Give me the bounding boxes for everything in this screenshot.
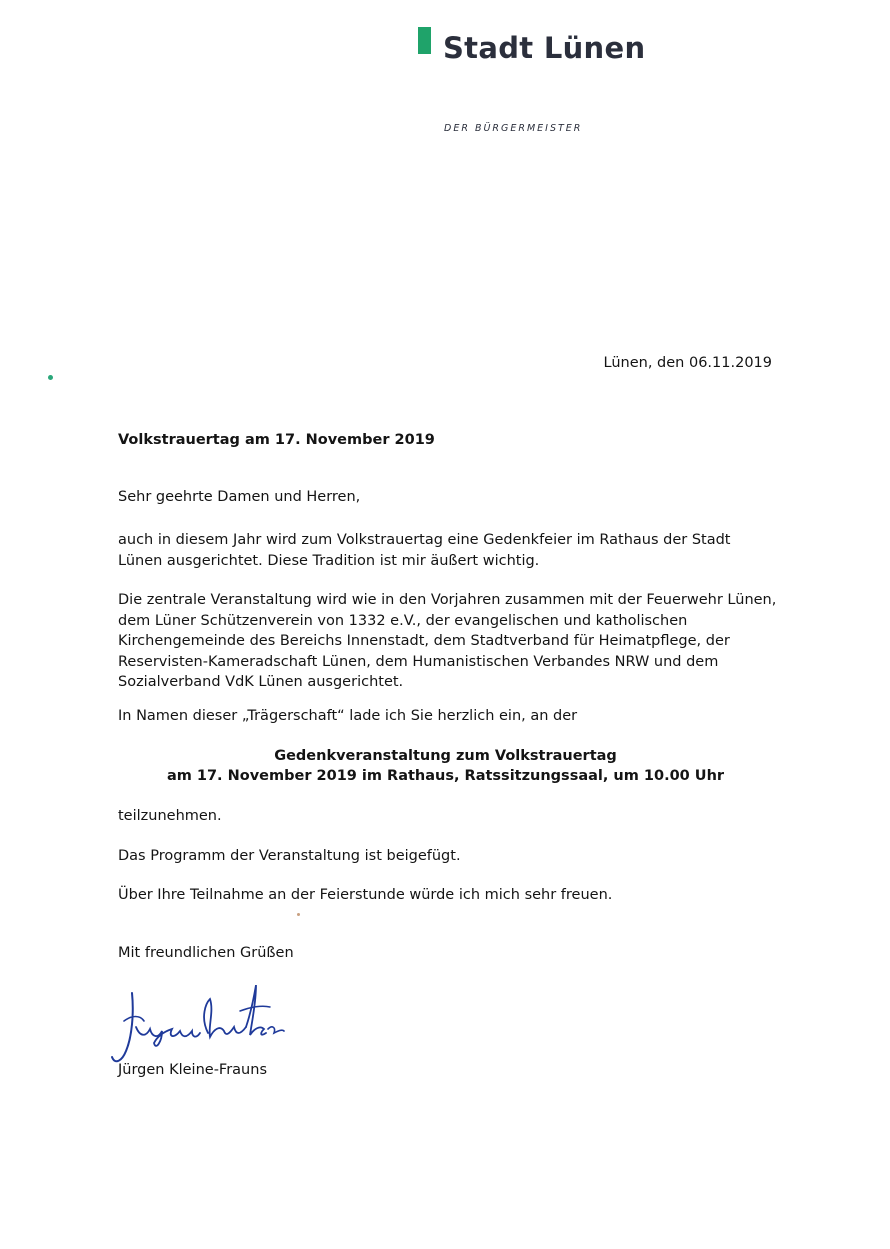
paragraph-invitation: In Namen dieser „Trägerschaft“ lade ich Sie herzlich ein, an der	[118, 708, 578, 724]
signature-stroke	[136, 1027, 200, 1046]
date-line: Lünen, den 06.11.2019	[603, 355, 772, 371]
event-announcement	[118, 746, 773, 786]
paragraph-programme: Das Programm der Veranstaltung ist beigefügt.	[118, 848, 461, 864]
salutation: Sehr geehrte Damen und Herren,	[118, 489, 361, 505]
paragraph-intro: auch in diesem Jahr wird zum Volkstrauertag eine Gedenkfeier im Rathaus der Stadt Lünen ausgerichtet. Diese Tradition ist mir äußert wichtig.	[118, 532, 731, 569]
paragraph-attendance: Über Ihre Teilnahme an der Feierstunde würde ich mich sehr freuen.	[118, 887, 613, 903]
margin-fold-mark	[48, 375, 53, 380]
letterhead-subtitle: DER BÜRGERMEISTER	[444, 123, 583, 134]
paragraph-participate: teilzunehmen.	[118, 808, 222, 824]
signer-name: Jürgen Kleine-Frauns	[118, 1062, 267, 1078]
subject-line: Volkstrauertag am 17. November 2019	[118, 432, 435, 448]
signature-stroke	[246, 985, 266, 1035]
signature-stroke	[204, 999, 246, 1037]
signature-stroke	[112, 993, 133, 1061]
closing-greeting: Mit freundlichen Grüßen	[118, 945, 294, 961]
event-details: am 17. November 2019 im Rathaus, Ratssitzungssaal, um 10.00 Uhr	[166, 768, 725, 784]
signature-stroke	[124, 1017, 144, 1022]
letterhead-city-name: Stadt Lünen	[443, 31, 646, 65]
paper-speck	[297, 913, 300, 916]
signature-stroke	[240, 1006, 270, 1011]
letterhead-logo-mark	[418, 27, 431, 54]
paragraph-organizers: Die zentrale Veranstaltung wird wie in den Vorjahren zusammen mit der Feuerwehr Lünen, dem Lüner Schützenverein von 1332 e.V., der evangelischen und katholischen Kirchengemeinde des Bereichs Innenstadt, dem Stadtverband für Heimatpflege, der Reservisten-Kameradschaft Lünen, dem Humanistischen Verbandes NRW und dem Sozialverband VdK Lünen ausgerichtet.	[118, 592, 777, 690]
signature-stroke	[268, 1027, 284, 1033]
event-title: Gedenkveranstaltung zum Volkstrauertag	[274, 748, 617, 764]
